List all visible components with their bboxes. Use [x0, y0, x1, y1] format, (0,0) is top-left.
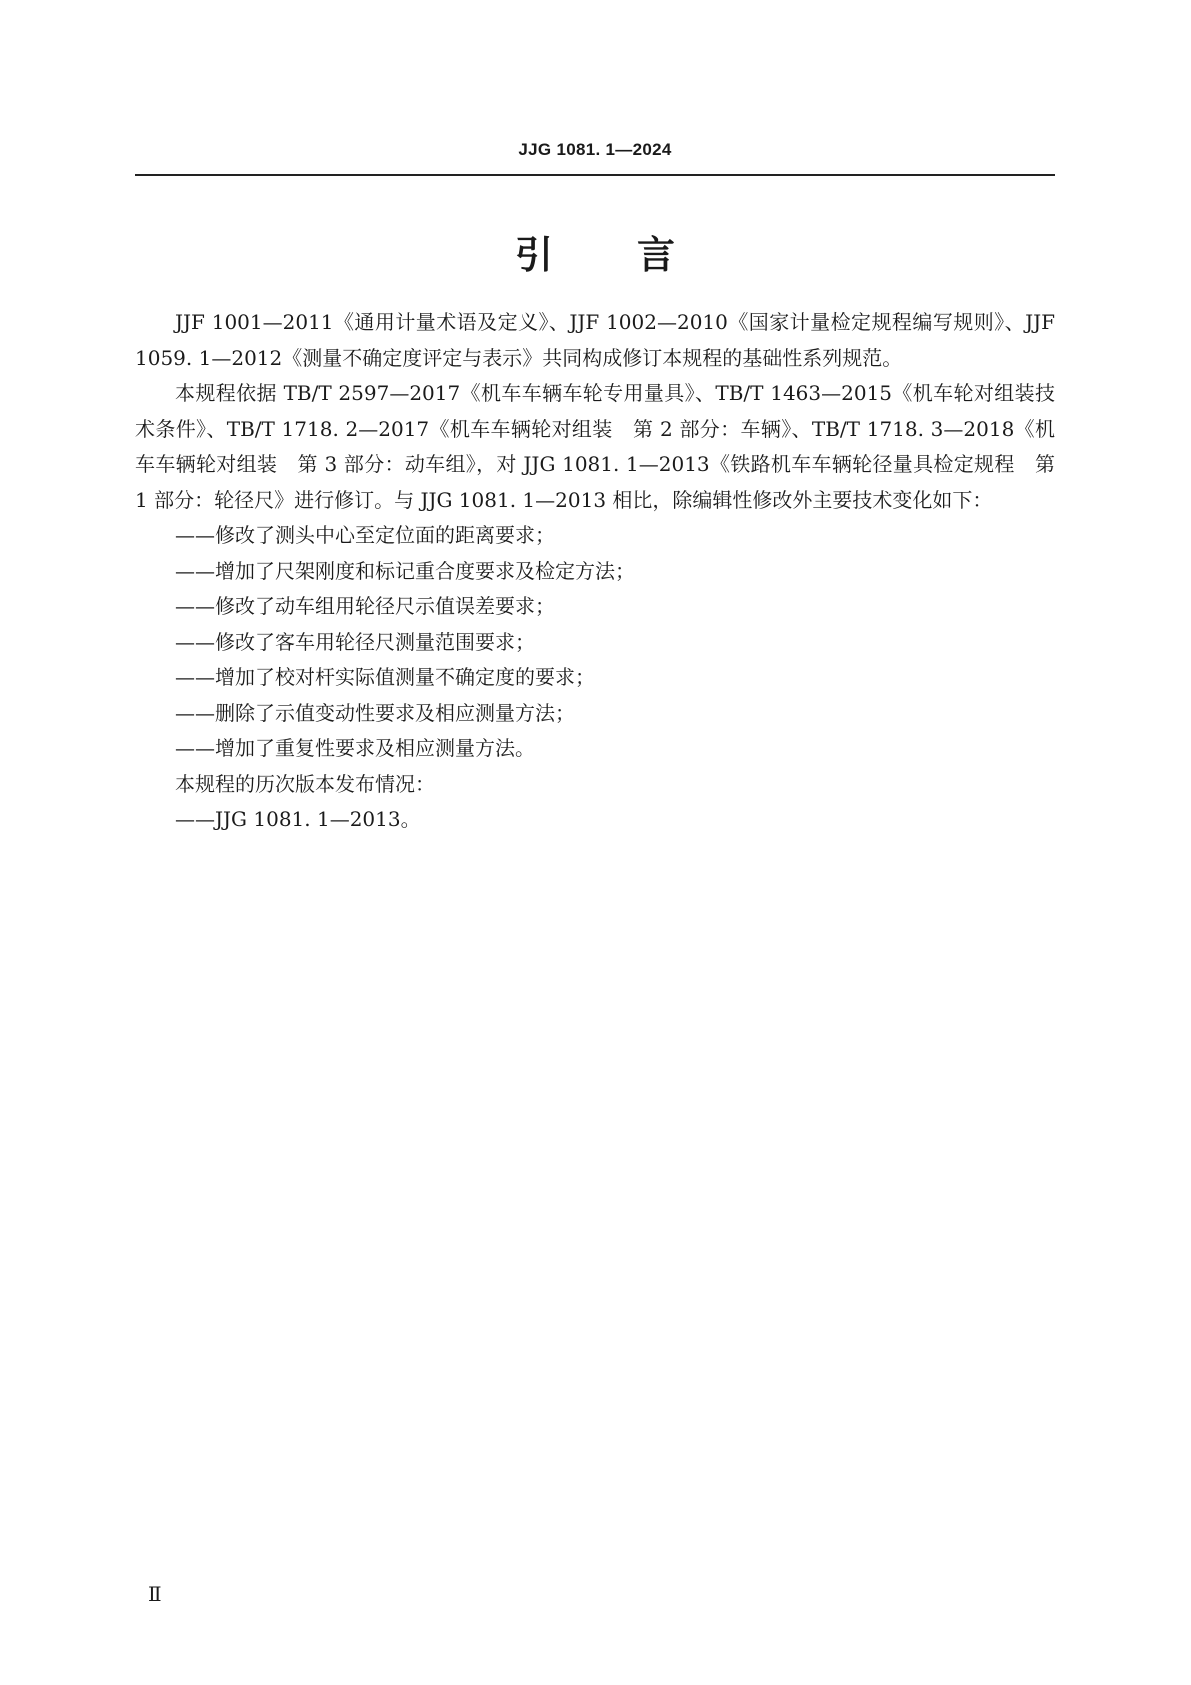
- document-number-header: JJG 1081. 1—2024: [518, 140, 672, 159]
- list-item: ——增加了校对杆实际值测量不确定度的要求；: [175, 665, 595, 689]
- paragraph: 本规程的历次版本发布情况：: [175, 771, 435, 796]
- list-item: ——修改了客车用轮径尺测量范围要求；: [175, 629, 535, 654]
- list-item: ——增加了尺架刚度和标记重合度要求及检定方法；: [175, 558, 635, 583]
- paragraph: JJF 1001—2011《通用计量术语及定义》、JJF 1002—2010《国家计量检定规程编写规则》、JJF 1059. 1—2012《测量不确定度评定与表示》共同构成修订本规程的基础性系列规范。: [135, 310, 1055, 370]
- paragraph: 本规程依据 TB/T 2597—2017《机车车辆车轮专用量具》、TB/T 1463—2015《机车轮对组装技术条件》、TB/T 1718. 2—2017《机车车辆轮对组装 第 2 部分：车辆》、TB/T 1718. 3—2018《机车车辆轮对组装 第 3 部分：动车组》，对 JJG 1081. 1—2013《铁路机车车辆轮径量具检定规程 第 1 部分：轮径尺》进行修订。与 JJG 1081. 1—2013 相比，除编辑性修改外主要技术变化如下：: [135, 381, 1055, 512]
- list-item: ——JJG 1081. 1—2013。: [175, 807, 421, 831]
- title-char-1: 引: [514, 233, 553, 277]
- list-item: ——删除了示值变动性要求及相应测量方法；: [175, 700, 575, 725]
- page-number: Ⅱ: [148, 1582, 162, 1606]
- list-item: ——修改了动车组用轮径尺示值误差要求；: [175, 594, 555, 618]
- page-title: [135, 224, 1055, 279]
- title-char-2: 言: [637, 233, 676, 277]
- header-rule: [135, 174, 1055, 176]
- list-item: ——增加了重复性要求及相应测量方法。: [175, 736, 535, 760]
- body-text: [135, 305, 1055, 838]
- list-item: ——修改了测头中心至定位面的距离要求；: [175, 523, 555, 547]
